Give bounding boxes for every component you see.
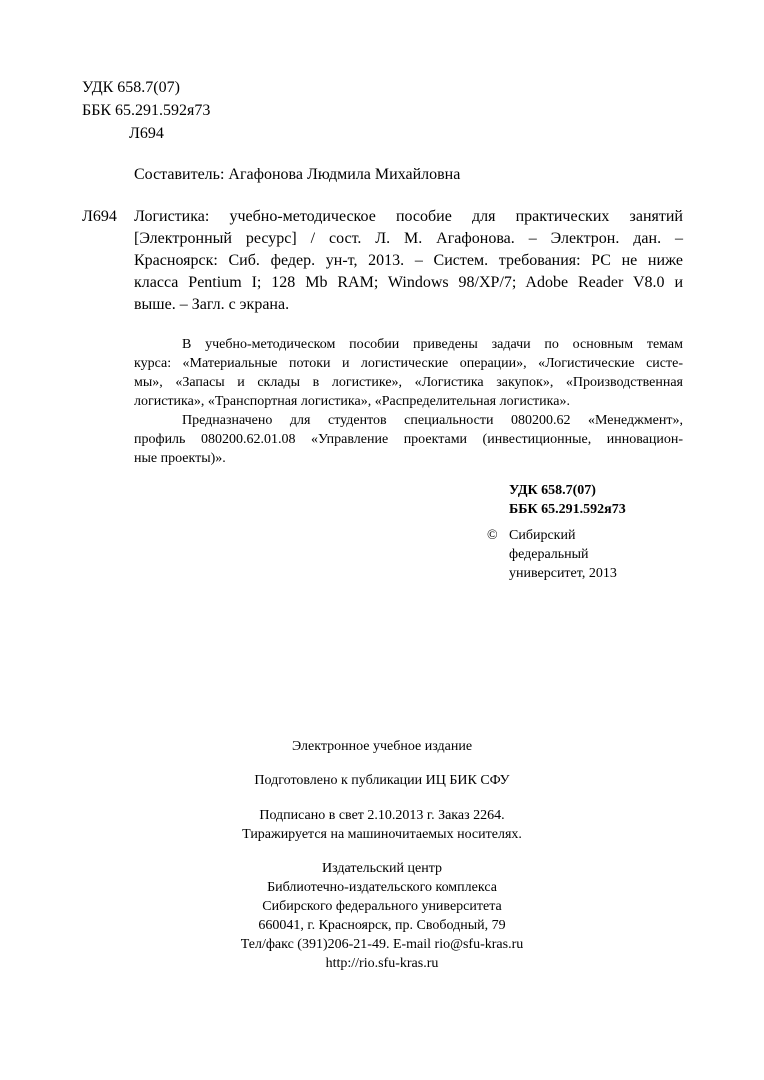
catalog-line: класса Pentium I; 128 Mb RAM; Windows 98/XP/7; Adobe Reader V8.0 и — [134, 274, 683, 291]
publisher-line: Библиотечно-издательского комплекса — [267, 880, 497, 895]
publisher-line: Издательский центр — [321, 861, 443, 876]
publisher-website: http://rio.sfu-kras.ru — [325, 956, 439, 971]
catalog-line: Логистика: учебно-методическое пособие для практических занятий — [134, 208, 683, 225]
abstract-line: мы», «Запасы и склады в логистике», «Логистика закупок», «Производственная — [134, 375, 683, 390]
udk-code-bold: УДК 658.7(07) — [509, 483, 596, 498]
copyright-line: Сибирский — [509, 528, 576, 543]
bbk-code: ББК 65.291.592я73 — [82, 102, 211, 119]
catalog-line: Красноярск: Сиб. федер. ун-т, 2013. – Систем. требования: PC не ниже — [134, 252, 683, 269]
publisher-contact: Тел/факс (391)206-21-49. E-mail rio@sfu-kras.ru — [240, 937, 524, 952]
publisher-address: 660041, г. Красноярск, пр. Свободный, 79 — [258, 918, 506, 933]
copyright-symbol: © — [487, 528, 498, 543]
prepared-line: Подготовлено к публикации ИЦ БИК СФУ — [254, 773, 510, 788]
edition-type: Электронное учебное издание — [291, 739, 473, 754]
abstract-line: В учебно-методическом пособии приведены задачи по основным темам — [182, 337, 683, 352]
abstract-line: логистика», «Транспортная логистика», «Распределительная логистика». — [134, 394, 570, 409]
bbk-code-bold: ББК 65.291.592я73 — [509, 502, 626, 517]
abstract-line: Предназначено для студентов специальности 080200.62 «Менеджмент», — [182, 413, 683, 428]
catalog-line: [Электронный ресурс] / сост. Л. М. Агафонова. – Электрон. дан. – — [134, 230, 683, 247]
compiler-line: Составитель: Агафонова Людмила Михайловна — [134, 166, 461, 183]
author-sign: Л694 — [129, 125, 164, 142]
replicated-line: Тиражируется на машиночитаемых носителях. — [242, 827, 522, 842]
catalog-line: выше. – Загл. с экрана. — [134, 296, 290, 313]
abstract-line: профиль 080200.62.01.08 «Управление проектами (инвестиционные, инновацион- — [134, 432, 683, 447]
abstract-line: курса: «Материальные потоки и логистические операции», «Логистические систе- — [134, 356, 683, 371]
catalog-code: Л694 — [82, 208, 117, 225]
signed-line: Подписано в свет 2.10.2013 г. Заказ 2264. — [259, 808, 505, 823]
copyright-line: федеральный — [509, 547, 589, 562]
copyright-line: университет, 2013 — [509, 566, 617, 581]
abstract-line: ные проекты)». — [134, 451, 226, 466]
udk-code: УДК 658.7(07) — [82, 79, 180, 96]
publisher-line: Сибирского федерального университета — [262, 899, 502, 914]
